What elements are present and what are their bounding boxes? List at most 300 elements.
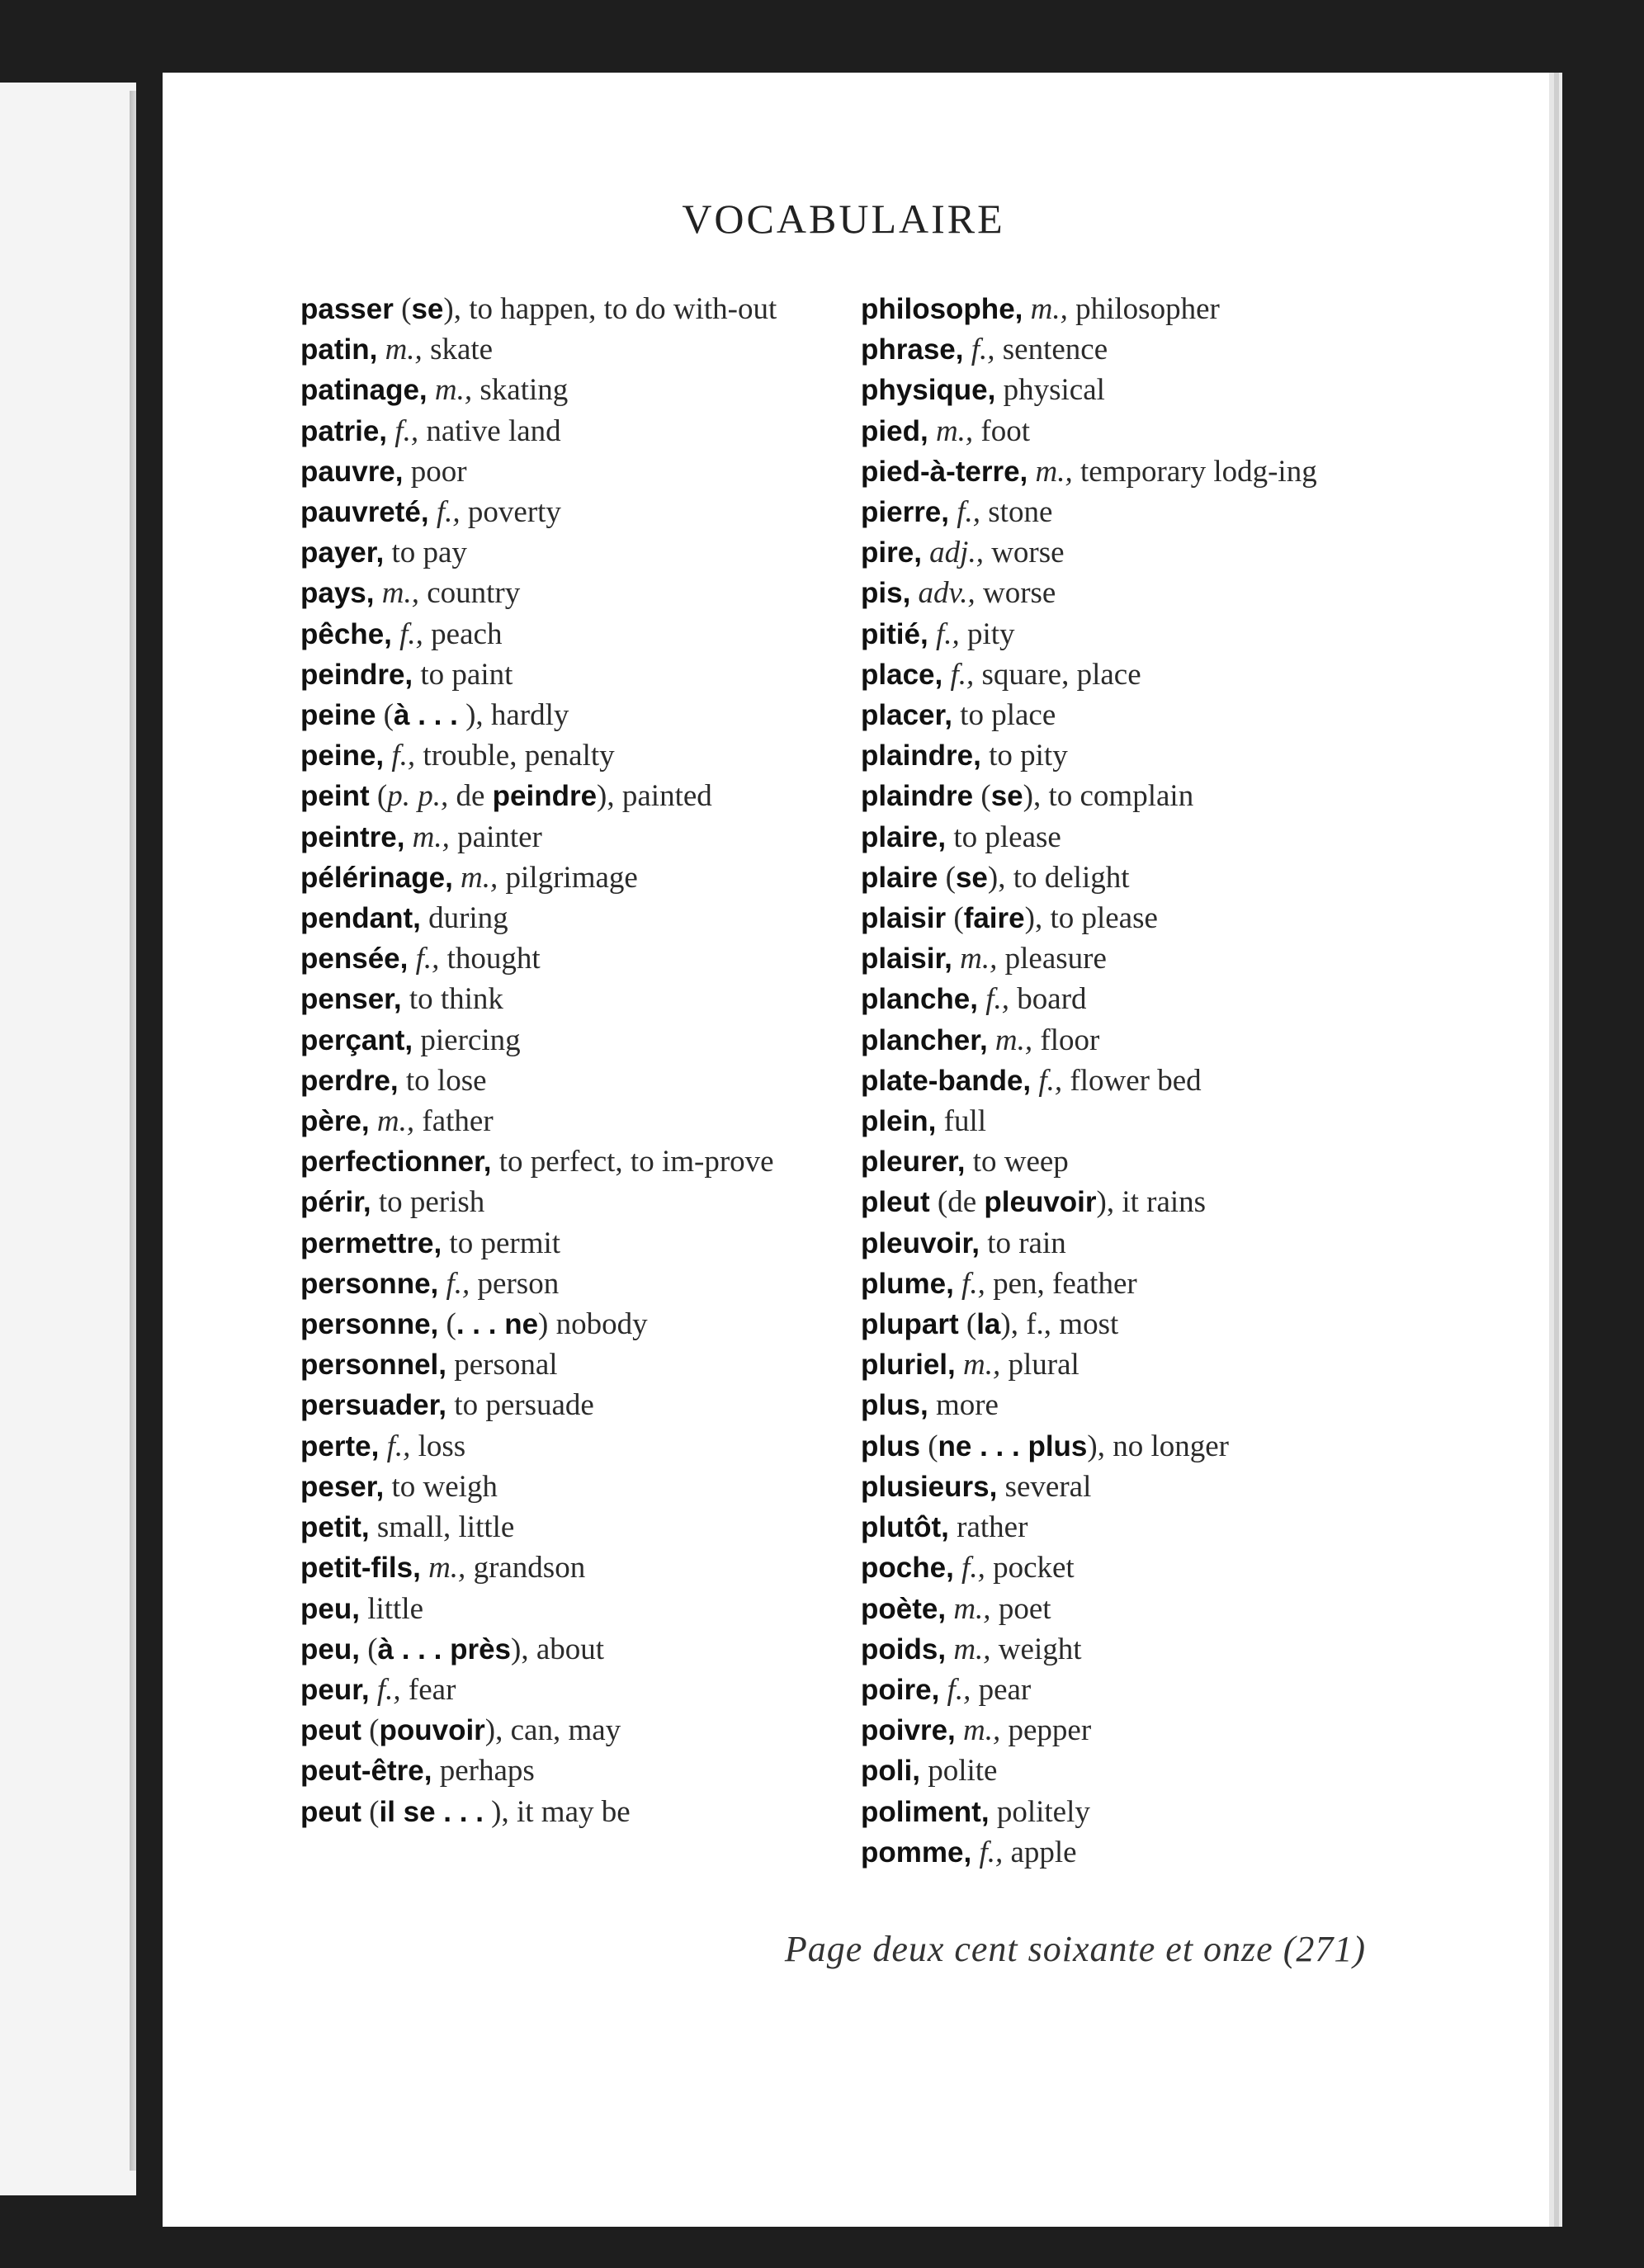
vocabulary-entry xyxy=(300,898,829,938)
vocabulary-entry xyxy=(861,411,1422,451)
translation: to please xyxy=(953,820,1061,854)
headword: patrie, xyxy=(300,414,388,447)
vocabulary-entry xyxy=(861,614,1422,654)
headword: plancher, xyxy=(861,1023,988,1056)
entry-suffix: ), hardly xyxy=(457,698,569,733)
translation: to lose xyxy=(405,1063,487,1098)
headword: pleuvoir, xyxy=(861,1226,980,1259)
translation: poet xyxy=(998,1591,1051,1626)
translation: board xyxy=(1017,982,1087,1017)
translation: to permit xyxy=(449,1226,561,1260)
translation: philosopher xyxy=(1075,292,1220,326)
grammar-note: f., xyxy=(1038,1063,1063,1098)
headword: plaisir, xyxy=(861,943,952,976)
vocabulary-entry xyxy=(861,1344,1422,1385)
translation: pear xyxy=(978,1672,1032,1707)
grammar-note: m., xyxy=(1035,454,1073,489)
vocabulary-entry xyxy=(861,654,1422,695)
grammar-note: m., xyxy=(963,1713,1001,1748)
headword: poli, xyxy=(861,1755,920,1788)
headword: patinage, xyxy=(300,374,428,407)
vocabulary-entry xyxy=(861,1182,1422,1222)
translation: worse xyxy=(991,536,1065,570)
translation: pepper xyxy=(1008,1713,1092,1748)
headword: perçant, xyxy=(300,1023,413,1056)
vocabulary-entry xyxy=(300,370,829,410)
grammar-note: m., xyxy=(953,1632,991,1666)
headword: pays, xyxy=(300,577,375,610)
headword: pélérinage, xyxy=(300,861,453,894)
grammar-note: m., xyxy=(381,576,419,611)
dictionary-page xyxy=(163,73,1549,2227)
grammar-note: f., xyxy=(961,1266,985,1301)
vocabulary-entry xyxy=(300,1141,829,1182)
vocabulary-entry xyxy=(300,411,829,451)
vocabulary-entry xyxy=(861,979,1422,1019)
bold-phrase: il se . . . xyxy=(379,1795,484,1828)
vocabulary-entry xyxy=(861,1589,1422,1629)
grammar-note: f., xyxy=(971,333,995,367)
vocabulary-entry xyxy=(300,1467,829,1507)
translation: pity xyxy=(966,617,1015,651)
translation: to think xyxy=(409,982,503,1017)
headword: poire, xyxy=(861,1673,940,1706)
entry-suffix: ), to please xyxy=(1024,901,1158,936)
vocabulary-entry xyxy=(861,492,1422,532)
vocabulary-entry xyxy=(300,451,829,492)
headword: plume, xyxy=(861,1267,954,1300)
grammar-note: p. p., xyxy=(387,779,449,814)
headword: pied-à-terre, xyxy=(861,455,1028,488)
translation: to rain xyxy=(987,1226,1066,1260)
grammar-note: f., xyxy=(386,1429,411,1463)
vocabulary-entry xyxy=(861,451,1422,492)
vocabulary-entry xyxy=(300,1061,829,1101)
vocabulary-entry xyxy=(300,654,829,695)
grammar-note: adj., xyxy=(929,536,984,570)
translation: de xyxy=(456,779,485,814)
entry-punctuation: ( xyxy=(958,1307,977,1342)
bold-phrase: . . . ne xyxy=(456,1308,539,1341)
translation: skating xyxy=(480,373,569,408)
headword: plaire, xyxy=(861,820,947,853)
headword: perfectionner, xyxy=(300,1146,492,1179)
bold-phrase: la xyxy=(976,1308,1001,1341)
vocabulary-entry xyxy=(861,1264,1422,1304)
vocabulary-entry xyxy=(300,1344,829,1385)
vocabulary-entry xyxy=(300,1223,829,1264)
headword: petit, xyxy=(300,1511,370,1544)
translation: to perish xyxy=(378,1185,485,1220)
translation: painter xyxy=(457,820,542,854)
headword: persuader, xyxy=(300,1389,447,1422)
headword: pis, xyxy=(861,577,911,610)
grammar-note: m., xyxy=(461,860,498,895)
translation: de xyxy=(947,1185,977,1220)
vocabulary-entry xyxy=(861,1507,1422,1547)
translation: piercing xyxy=(420,1023,521,1057)
headword: plaisir xyxy=(861,902,947,935)
headword: place, xyxy=(861,658,943,691)
headword: peur, xyxy=(300,1673,370,1706)
headword: peu, xyxy=(300,1592,360,1625)
vocabulary-entry xyxy=(861,1792,1422,1832)
headword: peu, xyxy=(300,1632,360,1666)
headword: payer, xyxy=(300,536,385,569)
grammar-note: f., xyxy=(394,413,419,448)
grammar-note: f., xyxy=(399,617,423,651)
vocabulary-entry xyxy=(861,370,1422,410)
headword: permettre, xyxy=(300,1226,442,1259)
entry-punctuation: ( xyxy=(361,1713,380,1748)
grammar-note: f., xyxy=(935,617,960,651)
vocabulary-entry xyxy=(300,1710,829,1751)
translation: country xyxy=(427,576,521,611)
vocabulary-entry xyxy=(300,1264,829,1304)
translation: physical xyxy=(1003,373,1105,408)
vocabulary-entry xyxy=(861,1547,1422,1588)
vocabulary-entry xyxy=(300,329,829,370)
vocabulary-entry xyxy=(300,532,829,573)
vocabulary-entry xyxy=(861,695,1422,735)
entry-punctuation: ( xyxy=(376,698,394,733)
bold-phrase: pleuvoir xyxy=(984,1186,1097,1219)
headword: pied, xyxy=(861,414,928,447)
headword: plaire xyxy=(861,861,938,894)
translation: to weigh xyxy=(391,1469,498,1504)
vocabulary-entry xyxy=(300,573,829,613)
entry-punctuation: ( xyxy=(973,779,991,814)
vocabulary-entry xyxy=(861,1061,1422,1101)
translation: during xyxy=(428,901,508,936)
translation: stone xyxy=(988,495,1053,530)
entry-suffix: ), can, may xyxy=(484,1713,621,1748)
vocabulary-entry xyxy=(861,898,1422,938)
vocabulary-entry xyxy=(861,858,1422,898)
headword: perte, xyxy=(300,1429,380,1462)
bold-phrase: se xyxy=(955,861,988,894)
translation: to weep xyxy=(972,1145,1069,1179)
translation: more xyxy=(935,1388,999,1423)
grammar-note: f., xyxy=(391,739,416,773)
headword: pire, xyxy=(861,536,922,569)
headword: peindre, xyxy=(300,658,413,691)
entry-suffix: ) nobody xyxy=(538,1307,648,1342)
entry-suffix: ), painted xyxy=(597,779,712,814)
translation: rather xyxy=(957,1510,1028,1545)
vocabulary-entry xyxy=(300,614,829,654)
entry-punctuation: ( xyxy=(438,1307,456,1342)
headword: personnel, xyxy=(300,1349,446,1382)
translation: loss xyxy=(418,1429,466,1463)
headword: planche, xyxy=(861,983,978,1016)
grammar-note: m., xyxy=(994,1023,1033,1057)
headword: poivre, xyxy=(861,1714,956,1747)
translation: politely xyxy=(996,1794,1090,1829)
translation: floor xyxy=(1040,1023,1100,1057)
grammar-note: f., xyxy=(950,657,975,692)
headword: plaindre, xyxy=(861,739,981,773)
grammar-note: f., xyxy=(436,495,461,530)
grammar-note: m., xyxy=(935,413,974,448)
headword: peser, xyxy=(300,1470,385,1503)
vocabulary-entry xyxy=(300,817,829,858)
entry-suffix: ), to delight xyxy=(987,860,1130,895)
translation: perhaps xyxy=(439,1754,535,1788)
headword: plein, xyxy=(861,1105,937,1138)
vocabulary-entry xyxy=(861,1020,1422,1061)
vocabulary-entry xyxy=(861,817,1422,858)
grammar-note: m., xyxy=(1030,292,1068,326)
headword: plate-bande, xyxy=(861,1064,1032,1097)
vocabulary-entry xyxy=(300,1589,829,1629)
headword: peintre, xyxy=(300,820,405,853)
translation: to place xyxy=(960,698,1056,733)
translation: personal xyxy=(454,1348,558,1382)
page-title: VOCABULAIRE xyxy=(682,196,1005,242)
headword: patin, xyxy=(300,333,378,366)
vocabulary-entry xyxy=(300,289,829,329)
translation: foot xyxy=(980,413,1031,448)
headword: plus, xyxy=(861,1389,928,1422)
translation: to persuade xyxy=(454,1388,594,1423)
vocabulary-entry xyxy=(861,1670,1422,1710)
translation: pocket xyxy=(993,1551,1075,1585)
vocabulary-entry xyxy=(300,1751,829,1791)
vocabulary-entry xyxy=(861,573,1422,613)
grammar-note: f., xyxy=(957,495,981,530)
headword: pensée, xyxy=(300,943,409,976)
translation: pen, feather xyxy=(993,1266,1137,1301)
vocabulary-entry xyxy=(300,492,829,532)
headword: pomme, xyxy=(861,1836,972,1869)
entry-suffix: ), about xyxy=(511,1632,605,1666)
entry-suffix: ), it rains xyxy=(1096,1185,1207,1220)
vocabulary-entry xyxy=(861,289,1422,329)
grammar-note: m., xyxy=(960,942,998,976)
headword: penser, xyxy=(300,983,402,1016)
bold-phrase: se xyxy=(411,293,444,325)
grammar-note: m., xyxy=(963,1348,1001,1382)
translation: polite xyxy=(928,1754,998,1788)
translation: grandson xyxy=(473,1551,586,1585)
headword: peine xyxy=(300,699,376,732)
translation: person xyxy=(477,1266,560,1301)
grammar-note: m., xyxy=(428,1551,466,1585)
translation: trouble, penalty xyxy=(423,739,615,773)
headword: périr, xyxy=(300,1186,371,1219)
vocabulary-entry xyxy=(300,1426,829,1467)
entry-suffix: ), no longer xyxy=(1087,1429,1230,1463)
grammar-note: m., xyxy=(376,1104,415,1139)
entry-punctuation: ( xyxy=(359,1632,378,1666)
grammar-note: m., xyxy=(434,373,473,408)
grammar-note: f., xyxy=(376,1672,401,1707)
vocabulary-entry xyxy=(300,1020,829,1061)
headword: poète, xyxy=(861,1592,947,1625)
translation: poverty xyxy=(467,495,561,530)
vocabulary-entry xyxy=(861,1101,1422,1141)
grammar-note: f., xyxy=(985,982,1010,1017)
bold-phrase: à . . . près xyxy=(377,1632,511,1666)
vocabulary-entry xyxy=(300,695,829,735)
vocabulary-entry xyxy=(861,1426,1422,1467)
vocabulary-entry xyxy=(300,1101,829,1141)
translation: square, place xyxy=(981,657,1141,692)
translation: pleasure xyxy=(1004,942,1107,976)
vocabulary-entry xyxy=(861,1710,1422,1751)
entry-punctuation: ( xyxy=(369,779,388,814)
vocabulary-entry xyxy=(300,1547,829,1588)
vocabulary-entry xyxy=(300,1670,829,1710)
entry-suffix: ), it may be xyxy=(483,1794,631,1829)
headword: peut xyxy=(300,1795,361,1828)
translation: poor xyxy=(410,454,467,489)
bold-phrase: se xyxy=(990,780,1023,813)
previous-page-edge xyxy=(0,83,136,2195)
vocabulary-entry xyxy=(861,776,1422,816)
vocabulary-entry xyxy=(861,532,1422,573)
headword: peut-être, xyxy=(300,1755,432,1788)
headword: père, xyxy=(300,1105,370,1138)
grammar-note: m., xyxy=(385,333,423,367)
vocabulary-entry xyxy=(861,1304,1422,1344)
entry-suffix: ), f., most xyxy=(1000,1307,1119,1342)
entry-punctuation: ( xyxy=(361,1794,380,1829)
headword: passer xyxy=(300,293,394,325)
entry-punctuation: ( xyxy=(929,1185,948,1220)
vocabulary-entry xyxy=(861,1629,1422,1670)
translation: little xyxy=(367,1591,424,1626)
grammar-note: f., xyxy=(961,1551,985,1585)
vocabulary-entry xyxy=(300,858,829,898)
translation: flower bed xyxy=(1070,1063,1202,1098)
vocabulary-entry xyxy=(861,1223,1422,1264)
bold-phrase: pouvoir xyxy=(379,1714,485,1747)
page-footer: Page deux cent soixante et onze (271) xyxy=(784,1929,1366,1969)
headword: placer, xyxy=(861,699,952,732)
vocabulary-entry xyxy=(300,938,829,979)
vocabulary-entry xyxy=(300,1629,829,1670)
translation: skate xyxy=(430,333,494,367)
vocabulary-column-right xyxy=(861,289,1422,1873)
headword: pleurer, xyxy=(861,1146,966,1179)
headword: philosophe, xyxy=(861,293,1023,325)
entry-suffix: ), to happen, to do with-out xyxy=(443,292,777,326)
headword: pleut xyxy=(861,1186,930,1219)
translation: worse xyxy=(982,576,1056,611)
vocabulary-entry xyxy=(861,938,1422,979)
grammar-note: f., xyxy=(979,1835,1004,1869)
headword: poliment, xyxy=(861,1795,990,1828)
grammar-note: adv., xyxy=(918,576,976,611)
grammar-note: f., xyxy=(446,1266,470,1301)
vocabulary-entry xyxy=(861,735,1422,776)
headword: plupart xyxy=(861,1308,959,1341)
translation: several xyxy=(1004,1469,1092,1504)
vocabulary-entry xyxy=(861,1385,1422,1425)
headword: petit-fils, xyxy=(300,1552,421,1585)
translation: to paint xyxy=(420,657,513,692)
vocabulary-column-left xyxy=(300,289,829,1832)
entry-punctuation: ( xyxy=(393,292,412,326)
entry-punctuation: ( xyxy=(938,860,956,895)
headword: poche, xyxy=(861,1552,954,1585)
translation: plural xyxy=(1008,1348,1079,1382)
translation: small, little xyxy=(376,1510,515,1545)
headword: pierre, xyxy=(861,496,949,529)
translation: peach xyxy=(431,617,503,651)
headword: personne, xyxy=(300,1267,439,1300)
headword: pauvreté, xyxy=(300,496,429,529)
translation: apple xyxy=(1010,1835,1077,1869)
headword: plus xyxy=(861,1429,920,1462)
translation: to pay xyxy=(391,536,467,570)
headword: pêche, xyxy=(300,617,392,650)
vocabulary-entry xyxy=(300,1304,829,1344)
headword: phrase, xyxy=(861,333,964,366)
headword: peut xyxy=(300,1714,361,1747)
bold-phrase: à . . . xyxy=(394,699,458,732)
vocabulary-entry xyxy=(300,979,829,1019)
entry-suffix: ), to complain xyxy=(1023,779,1194,814)
vocabulary-entry xyxy=(300,1792,829,1832)
vocabulary-entry xyxy=(861,1141,1422,1182)
translation: to pity xyxy=(989,739,1068,773)
translation: sentence xyxy=(1002,333,1108,367)
headword: peine, xyxy=(300,739,385,773)
translation: to perfect, to im-prove xyxy=(498,1145,774,1179)
vocabulary-entry xyxy=(861,329,1422,370)
translation: temporary lodg-ing xyxy=(1080,454,1317,489)
headword: peint xyxy=(300,780,370,813)
headword: plutôt, xyxy=(861,1511,949,1544)
translation: weight xyxy=(998,1632,1082,1666)
translation: fear xyxy=(408,1672,456,1707)
headword: physique, xyxy=(861,374,996,407)
grammar-note: m., xyxy=(953,1591,991,1626)
vocabulary-entry xyxy=(861,1467,1422,1507)
translation: pilgrimage xyxy=(505,860,638,895)
bold-phrase: faire xyxy=(963,902,1025,935)
vocabulary-entry xyxy=(300,735,829,776)
headword: poids, xyxy=(861,1632,947,1666)
grammar-note: f., xyxy=(947,1672,971,1707)
entry-punctuation: ( xyxy=(919,1429,938,1463)
headword: personne, xyxy=(300,1308,439,1341)
translation: father xyxy=(422,1104,494,1139)
headword: pluriel, xyxy=(861,1349,956,1382)
headword: pauvre, xyxy=(300,455,404,488)
vocabulary-entry xyxy=(861,1832,1422,1873)
grammar-note: m., xyxy=(412,820,450,854)
vocabulary-entry xyxy=(300,1385,829,1425)
vocabulary-entry xyxy=(300,776,829,816)
headword: pendant, xyxy=(300,902,421,935)
translation: native land xyxy=(426,413,561,448)
headword: plaindre xyxy=(861,780,974,813)
headword: perdre, xyxy=(300,1064,399,1097)
translation: full xyxy=(943,1104,987,1139)
bold-phrase: peindre xyxy=(492,780,598,813)
grammar-note: f., xyxy=(415,942,440,976)
bold-phrase: ne . . . plus xyxy=(938,1429,1088,1462)
vocabulary-entry xyxy=(861,1751,1422,1791)
headword: pitié, xyxy=(861,617,928,650)
vocabulary-entry xyxy=(300,1507,829,1547)
vocabulary-entry xyxy=(300,1182,829,1222)
translation: thought xyxy=(446,942,541,976)
